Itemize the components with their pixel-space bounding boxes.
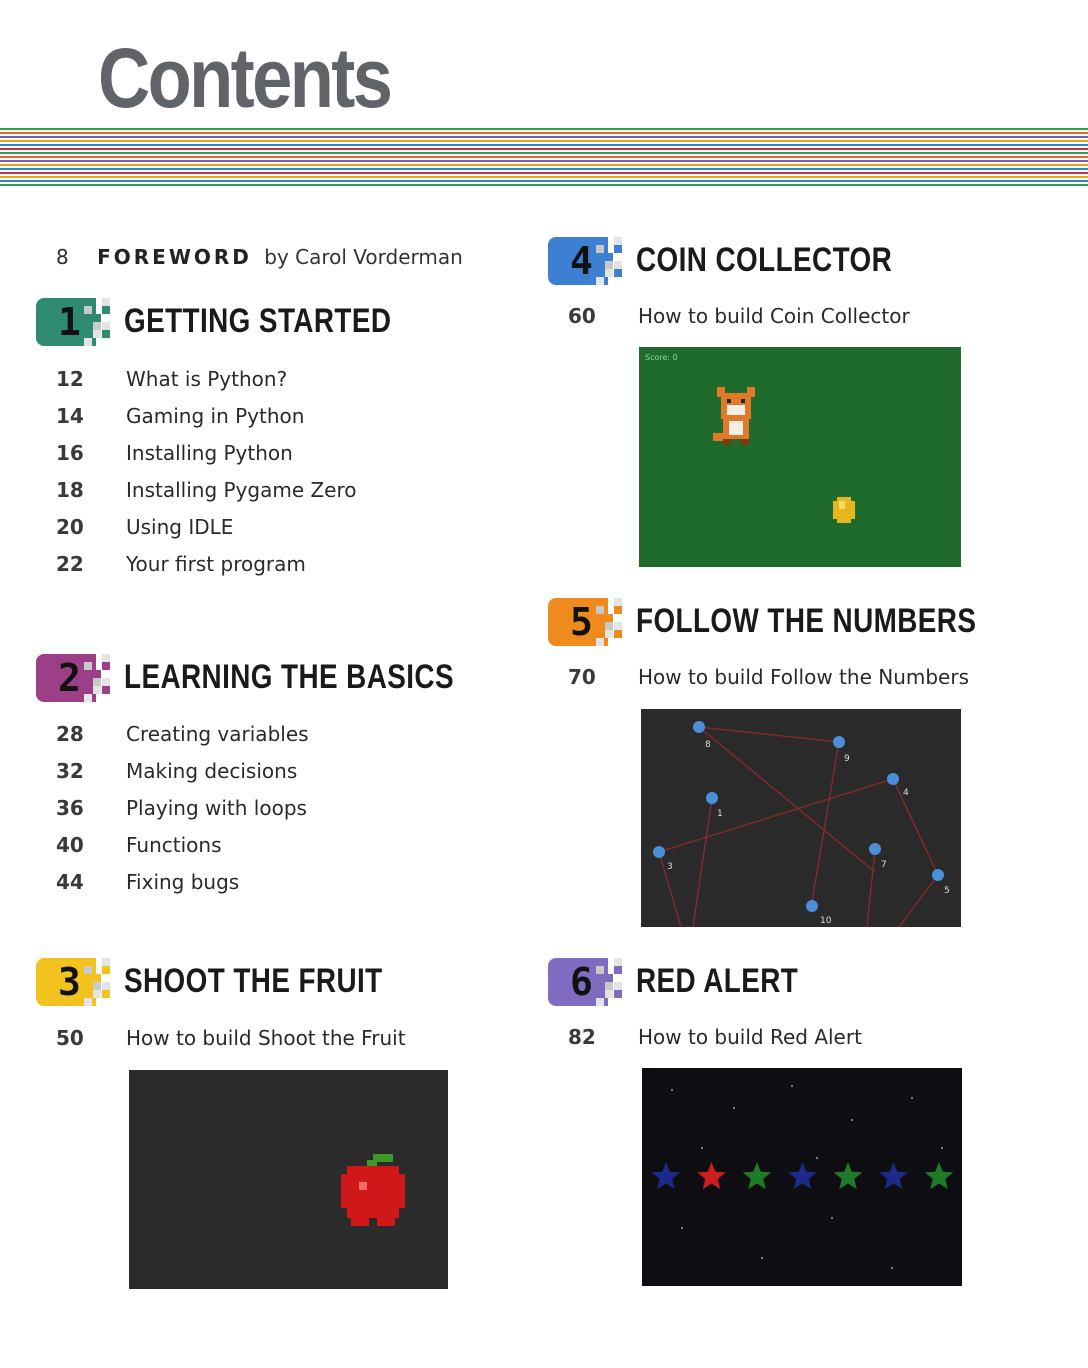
toc-entry-label: How to build Red Alert (638, 1025, 862, 1049)
chapter-badge: 1 (36, 298, 96, 346)
stripe-line (0, 176, 1088, 178)
toc-page-number: 40 (56, 833, 84, 857)
coin-collector-screenshot (639, 347, 961, 567)
coin-screen-bg (639, 347, 961, 567)
toc-entry-label: What is Python? (126, 367, 288, 391)
rainbow-stripes (0, 128, 1088, 190)
section-title: SHOOT THE FRUIT (124, 962, 383, 1000)
toc-entry-label: Fixing bugs (126, 870, 240, 894)
toc-entry-label: Installing Python (126, 441, 293, 465)
toc-entry-label: How to build Follow the Numbers (638, 665, 969, 689)
chapter-badge: 5 (548, 598, 608, 646)
toc-page-number: 22 (56, 552, 84, 576)
svg-text:1: 1 (717, 809, 723, 819)
toc-entry-label: Using IDLE (126, 515, 234, 539)
section-title: GETTING STARTED (124, 302, 392, 340)
svg-text:10: 10 (820, 916, 832, 926)
stripe-line (0, 144, 1088, 146)
toc-page-number: 28 (56, 722, 84, 746)
stripe-line (0, 152, 1088, 154)
foreword-entry[interactable] (56, 245, 463, 269)
stripe-line (0, 128, 1088, 130)
toc-page-number: 14 (56, 404, 84, 428)
stripe-line (0, 160, 1088, 162)
page-title: Contents (98, 31, 391, 125)
stripe-line (0, 172, 1088, 174)
red-alert-screenshot (642, 1068, 962, 1286)
toc-page-number: 36 (56, 796, 84, 820)
svg-text:5: 5 (944, 886, 950, 896)
section-title: LEARNING THE BASICS (124, 658, 454, 696)
section-title: RED ALERT (636, 962, 799, 1000)
svg-text:9: 9 (844, 754, 850, 764)
svg-text:7: 7 (881, 860, 887, 870)
toc-entry-label: Functions (126, 833, 222, 857)
stripe-line (0, 164, 1088, 166)
toc-entry-label: Playing with loops (126, 796, 307, 820)
svg-text:8: 8 (705, 740, 711, 750)
toc-page-number: 32 (56, 759, 84, 783)
toc-entry-label: Making decisions (126, 759, 298, 783)
section-header-3[interactable] (36, 958, 436, 1008)
svg-text:4: 4 (903, 788, 909, 798)
toc-page-number: 16 (56, 441, 84, 465)
chapter-badge: 2 (36, 654, 96, 702)
chapter-badge: 3 (36, 958, 96, 1006)
foreword-page: 8 (56, 245, 69, 269)
section-header-4[interactable] (548, 237, 948, 287)
stripe-line (0, 180, 1088, 182)
toc-page-number: 12 (56, 367, 84, 391)
toc-entry-label: Installing Pygame Zero (126, 478, 357, 502)
toc-page-number: 82 (568, 1025, 596, 1049)
chapter-badge: 6 (548, 958, 608, 1006)
follow-numbers-screenshot (641, 709, 961, 927)
stripe-line (0, 156, 1088, 158)
foreword-byline: by Carol Vorderman (264, 245, 463, 269)
toc-entry-label: How to build Coin Collector (638, 304, 910, 328)
shoot-fruit-screenshot (129, 1070, 448, 1289)
stripe-line (0, 136, 1088, 138)
toc-entry-label: How to build Shoot the Fruit (126, 1026, 406, 1050)
section-header-6[interactable] (548, 958, 948, 1008)
toc-entry-label: Your first program (126, 552, 306, 576)
toc-page-number: 50 (56, 1026, 84, 1050)
section-title: COIN COLLECTOR (636, 241, 893, 279)
stripe-line (0, 168, 1088, 170)
score-label: Score: 0 (645, 353, 678, 362)
toc-page-number: 18 (56, 478, 84, 502)
toc-page-number: 70 (568, 665, 596, 689)
toc-page-number: 20 (56, 515, 84, 539)
section-header-5[interactable] (548, 598, 977, 648)
stripe-line (0, 184, 1088, 186)
stripe-line (0, 148, 1088, 150)
chapter-badge: 4 (548, 237, 608, 285)
stripe-line (0, 132, 1088, 134)
section-header-2[interactable] (36, 654, 456, 704)
foreword-label: FOREWORD (97, 245, 252, 269)
section-header-1[interactable] (36, 298, 436, 348)
toc-page-number: 44 (56, 870, 84, 894)
numbers-screen-bg (641, 709, 961, 927)
section-title: FOLLOW THE NUMBERS (636, 602, 977, 640)
toc-page-number: 60 (568, 304, 596, 328)
stripe-line (0, 140, 1088, 142)
svg-text:3: 3 (667, 862, 673, 872)
toc-entry-label: Creating variables (126, 722, 309, 746)
toc-entry-label: Gaming in Python (126, 404, 305, 428)
